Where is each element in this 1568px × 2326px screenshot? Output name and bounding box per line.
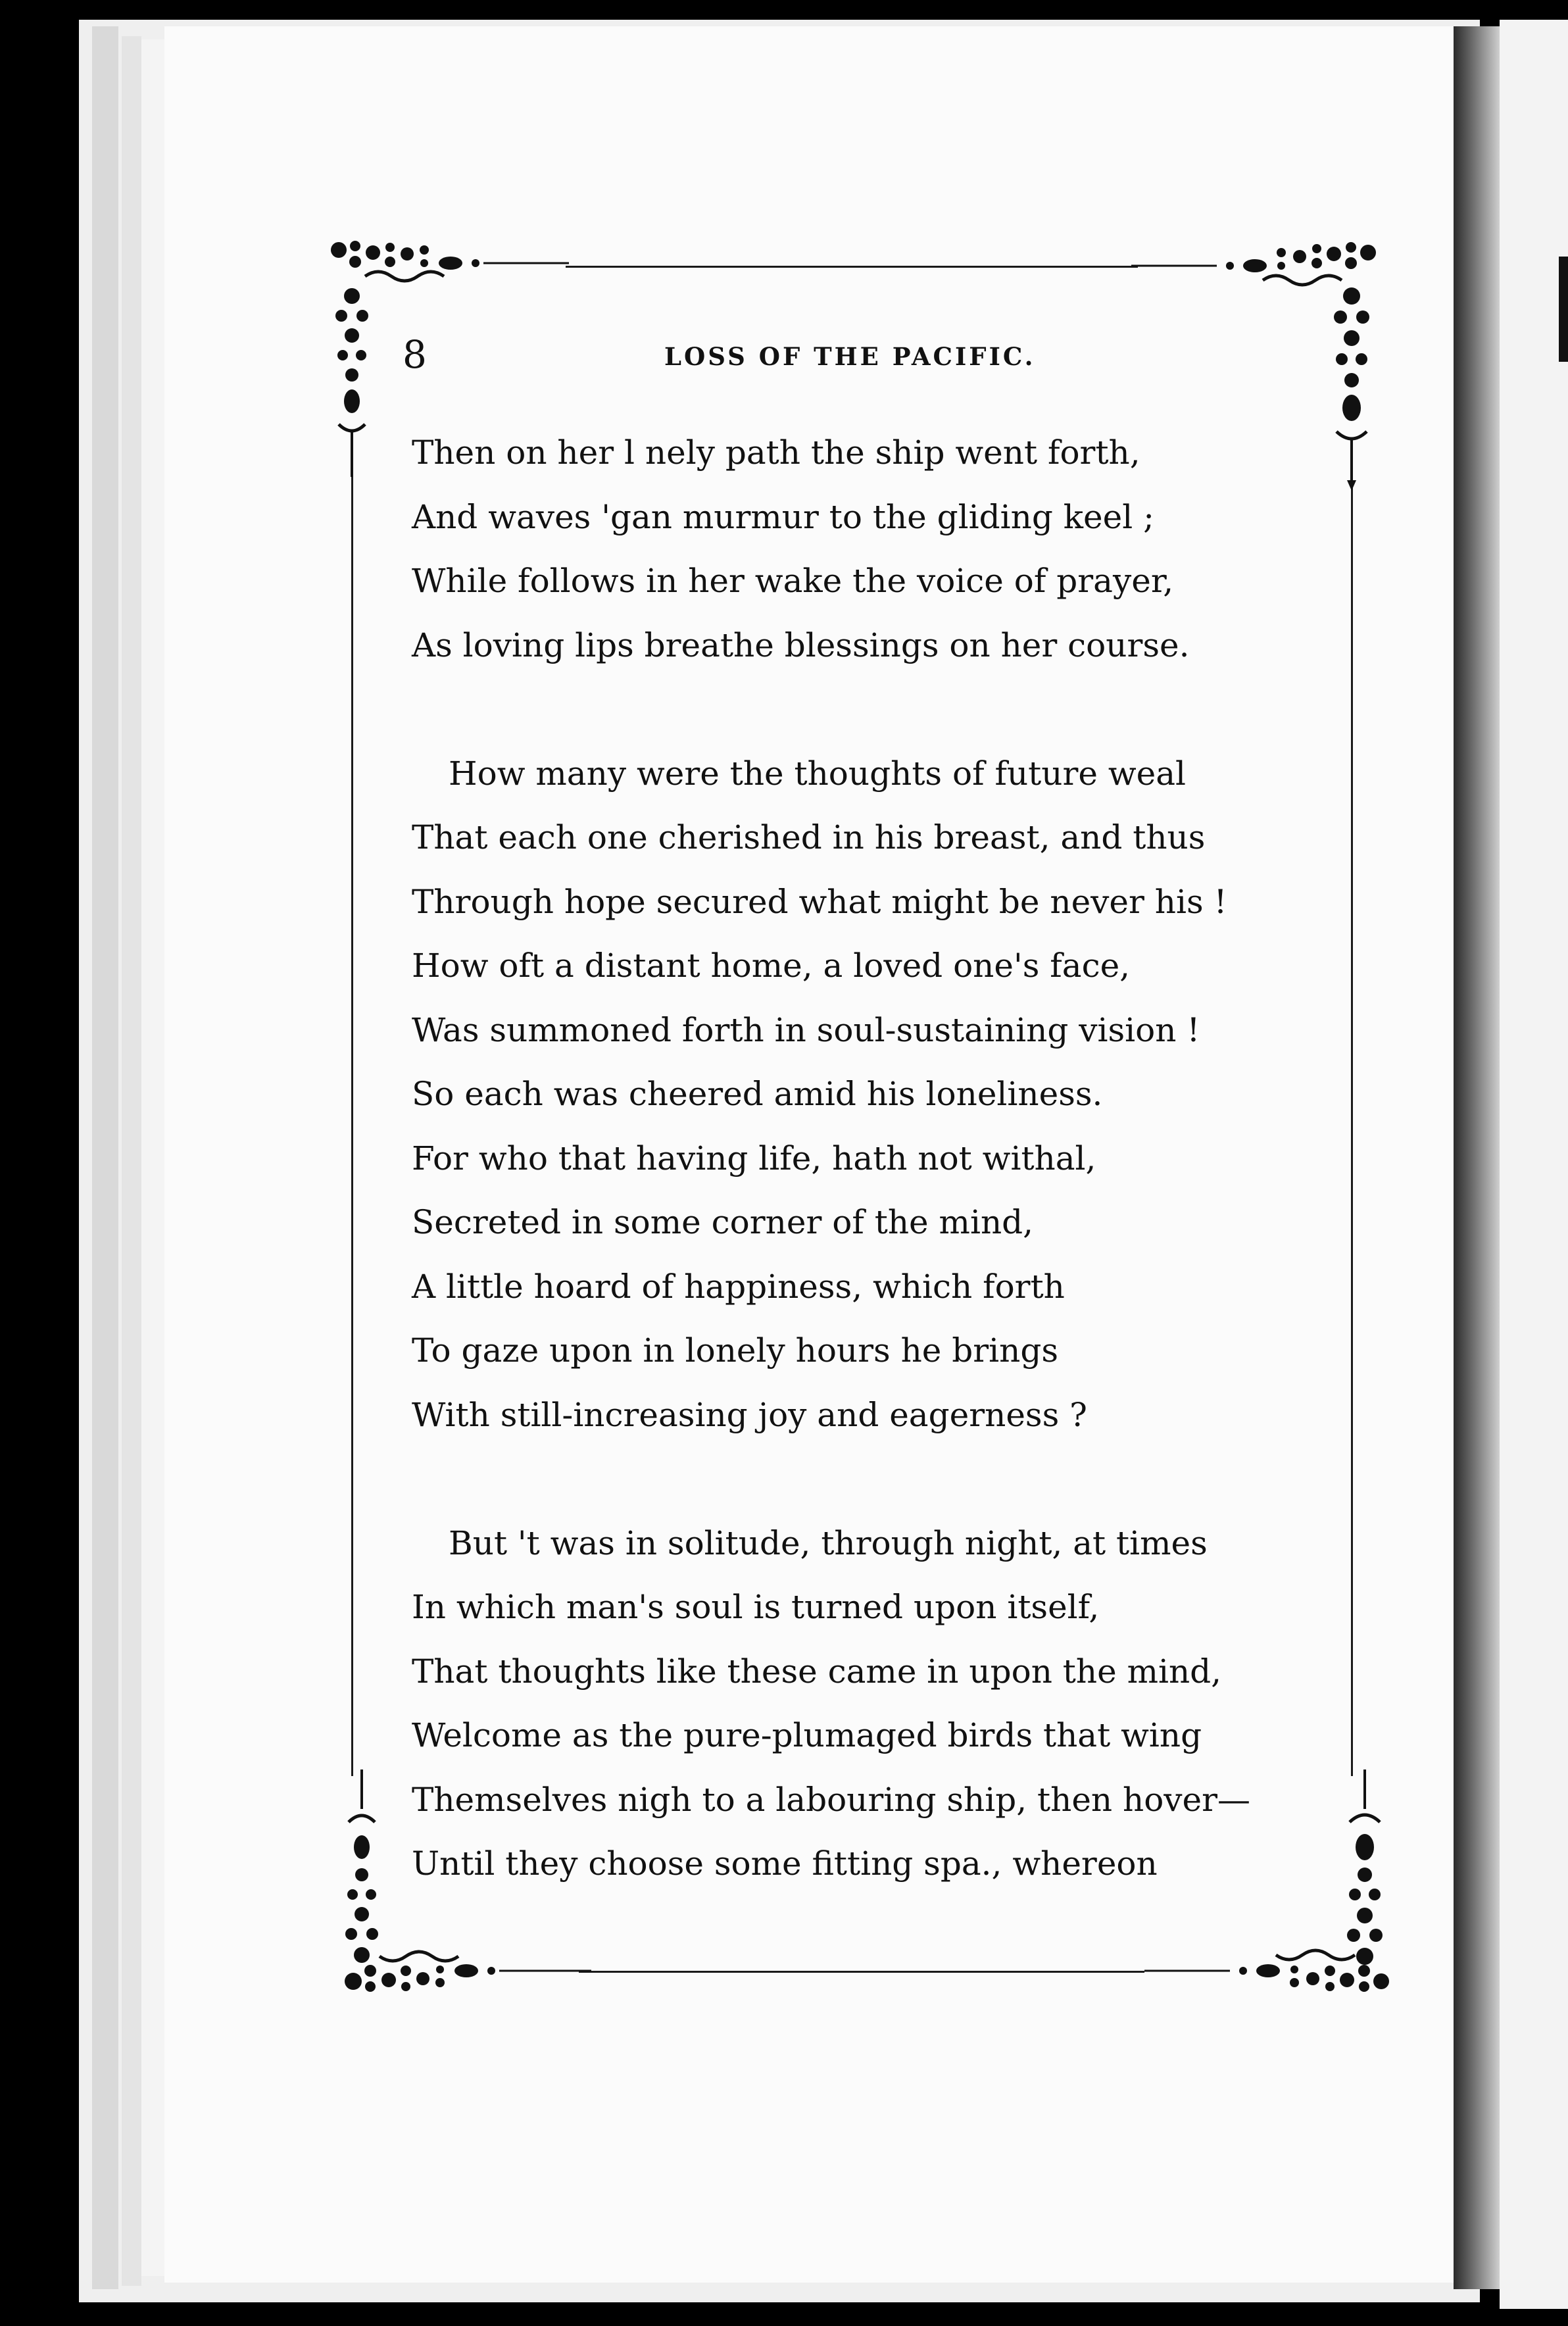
facing-page-mark (1559, 257, 1568, 362)
page-edge (122, 36, 141, 2286)
poem-line: For who that having life, hath not withal, (412, 1139, 1096, 1177)
stanza (412, 421, 1319, 678)
poem-line: So each was cheered amid his loneliness. (412, 1075, 1103, 1113)
facing-page-edge (1500, 20, 1568, 2309)
stanza (412, 1512, 1319, 1896)
poem-line: As loving lips breathe blessings on her course. (412, 626, 1190, 664)
border-left-rule (351, 474, 353, 1776)
poem-line: While follows in her wake the voice of prayer, (412, 562, 1174, 600)
poem-line: Until they choose some fitting spa., whereon (412, 1844, 1158, 1883)
side-ornament-right-bottom (1335, 1769, 1394, 1967)
poem-line: A little hoard of happiness, which forth (412, 1267, 1065, 1306)
running-title: LOSS OF THE PACIFIC. (664, 342, 1036, 371)
poem-line: Was summoned forth in soul-sustaining vision ! (412, 1010, 1200, 1049)
side-ornament-right-top (1322, 283, 1381, 493)
poem-line: Themselves nigh to a labouring ship, then hover— (412, 1780, 1251, 1819)
page-edge (141, 39, 168, 2276)
poem-line: With still-increasing joy and eagerness ? (412, 1395, 1087, 1434)
book-gutter (1454, 26, 1500, 2289)
poem-line: But 't was in solitude, through night, at times (449, 1523, 1208, 1562)
poem-line: How many were the thoughts of future weal (449, 754, 1187, 793)
border-right-rule (1351, 474, 1353, 1776)
poem-line: Through hope secured what might be never his ! (412, 882, 1227, 921)
page-edge (92, 26, 118, 2289)
page-number: 8 (403, 332, 427, 377)
poem-line: That each one cherished in his breast, and thus (412, 818, 1206, 856)
poem-line: How oft a distant home, a loved one's face, (412, 947, 1131, 985)
poem-line: To gaze upon in lonely hours he brings (412, 1331, 1059, 1370)
poem-body (412, 421, 1319, 1896)
poem-line: In which man's soul is turned upon itself, (412, 1588, 1100, 1626)
poem-line: And waves 'gan murmur to the gliding keel ; (412, 497, 1154, 536)
stanza (412, 742, 1319, 1448)
border-bottom-rule (579, 1971, 1144, 1973)
stanza-break (412, 1447, 1319, 1512)
border-top-rule (566, 266, 1138, 268)
poem-line: That thoughts like these came in upon the mind, (412, 1652, 1222, 1691)
stanza-break (412, 678, 1319, 742)
poem-line: Secreted in some corner of the mind, (412, 1203, 1034, 1241)
side-ornament-left-top (326, 283, 378, 480)
side-ornament-left-bottom (335, 1769, 388, 1967)
poem-line: Welcome as the pure-plumaged birds that wing (412, 1716, 1202, 1754)
poem-line: Then on her l nely path the ship went forth, (412, 433, 1140, 472)
